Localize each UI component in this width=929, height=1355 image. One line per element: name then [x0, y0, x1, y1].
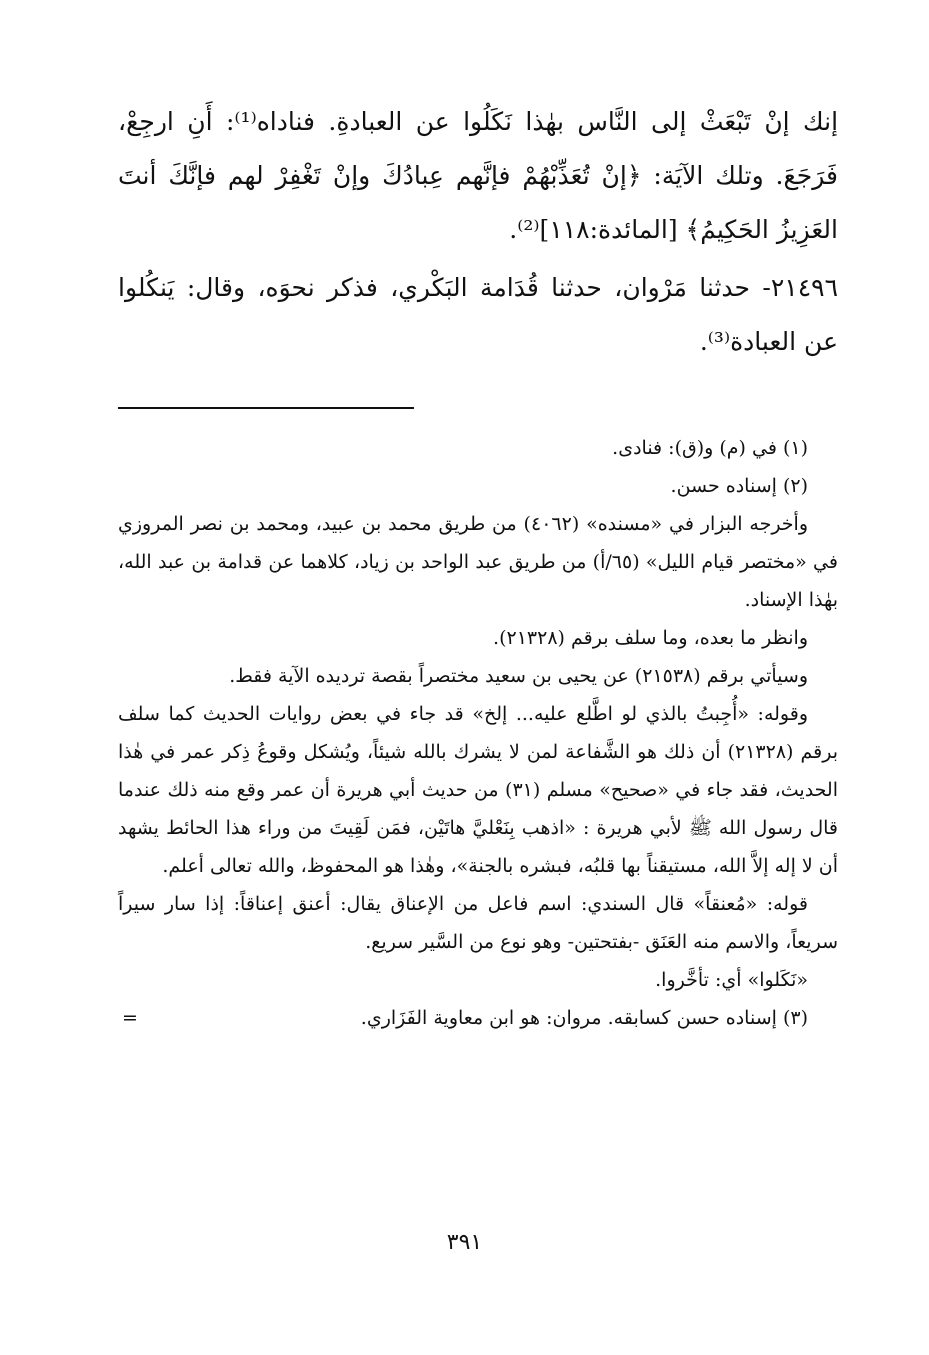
- footnote-2-see-also: وانظر ما بعده، وما سلف برقم (٢١٣٢٨).: [493, 627, 808, 649]
- footnote-2-forthcoming: وسيأتي برقم (٢١٥٣٨) عن يحيى بن سعيد مختصراً بقصة ترديده الآية فقط.: [229, 665, 808, 687]
- footnote-1: (١) في (م) و(ق): فنادى.: [612, 437, 808, 459]
- footnotes: [118, 429, 838, 1037]
- footnote-2-takhrij: وأخرجه البزار في «مسنده» (٤٠٦٢) من طريق محمد بن عبيد، ومحمد بن نصر المروزي في «مختصر قيام الليل» (٦٥/أ) من طريق عبد الواحد بن زياد، كلاهما عن قدامة بن عبد الله، بهٰذا الإسناد.: [118, 513, 838, 611]
- footnote-3: (٣) إسناده حسن كسابقه. مروان: هو ابن معاوية الفَزَاري.: [360, 1007, 808, 1029]
- footnote-2: (٢) إسناده حسن.: [670, 475, 808, 497]
- main-paragraph-1: إنك إنْ تَبْعَثْ إلى النَّاس بهٰذا نَكَلُوا عن العبادةِ. فناداه⁽¹⁾: أَنِ ارجِعْ، فَرَجَعَ. وتلك الآيَة: ﴿إنْ تُعَذِّبْهُمْ فإنَّهم عِبادُكَ وإنْ تَغْفِرْ لهم فإنَّكَ أنتَ العَزِيزُ الحَكِيمُ﴾ [المائدة:١١٨]⁽²⁾.: [118, 107, 839, 244]
- footnote-2-nakalu: «نَكَلوا» أي: تأخَّروا.: [655, 969, 808, 991]
- page-body: [118, 95, 838, 1037]
- footnote-2-muanaqan: قوله: «مُعنقاً» قال السندي: اسم فاعل من الإعناق يقال: أعنق إعناقاً: إذا سار سيراً سريعاً، والاسم منه العَنَق -بفتحتين- وهو نوع من السَّير سريع.: [118, 893, 838, 953]
- footnote-2-commentary: وقوله: «أُجِبتُ بالذي لو اطَّلع عليه... إلخ» قد جاء في بعض روايات الحديث كما سلف برقم (٢١٣٢٨) أن ذلك هو الشَّفاعة لمن لا يشرك بالله شيئاً، ويُشكل وقوعُ ذِكر عمر في هٰذا الحديث، فقد جاء في «صحيح» مسلم (٣١) من حديث أبي هريرة أن عمر وقع منه ذلك عندما قال رسول الله ﷺ لأبي هريرة : «اذهب بِنَعْليَّ هاتَيْن، فمَن لَقِيتَ من وراء هذا الحائط يشهد أن لا إله إلاَّ الله، مستيقناً بها قلبُه، فبشره بالجنة»، وهٰذا هو المحفوظ، والله تعالى أعلم.: [118, 703, 838, 877]
- footnote-divider: [118, 407, 414, 409]
- footnote-3-row: [118, 999, 838, 1037]
- page-number: ٣٩١: [446, 1230, 483, 1255]
- continuation-mark: =: [122, 1007, 138, 1029]
- main-text: [118, 95, 838, 369]
- hadith-21496: ٢١٤٩٦- حدثنا مَرْوان، حدثنا قُدَامة البَكْري، فذكر نحوَه، وقال: يَنكُلوا عن العبادة⁽³⁾.: [118, 273, 838, 356]
